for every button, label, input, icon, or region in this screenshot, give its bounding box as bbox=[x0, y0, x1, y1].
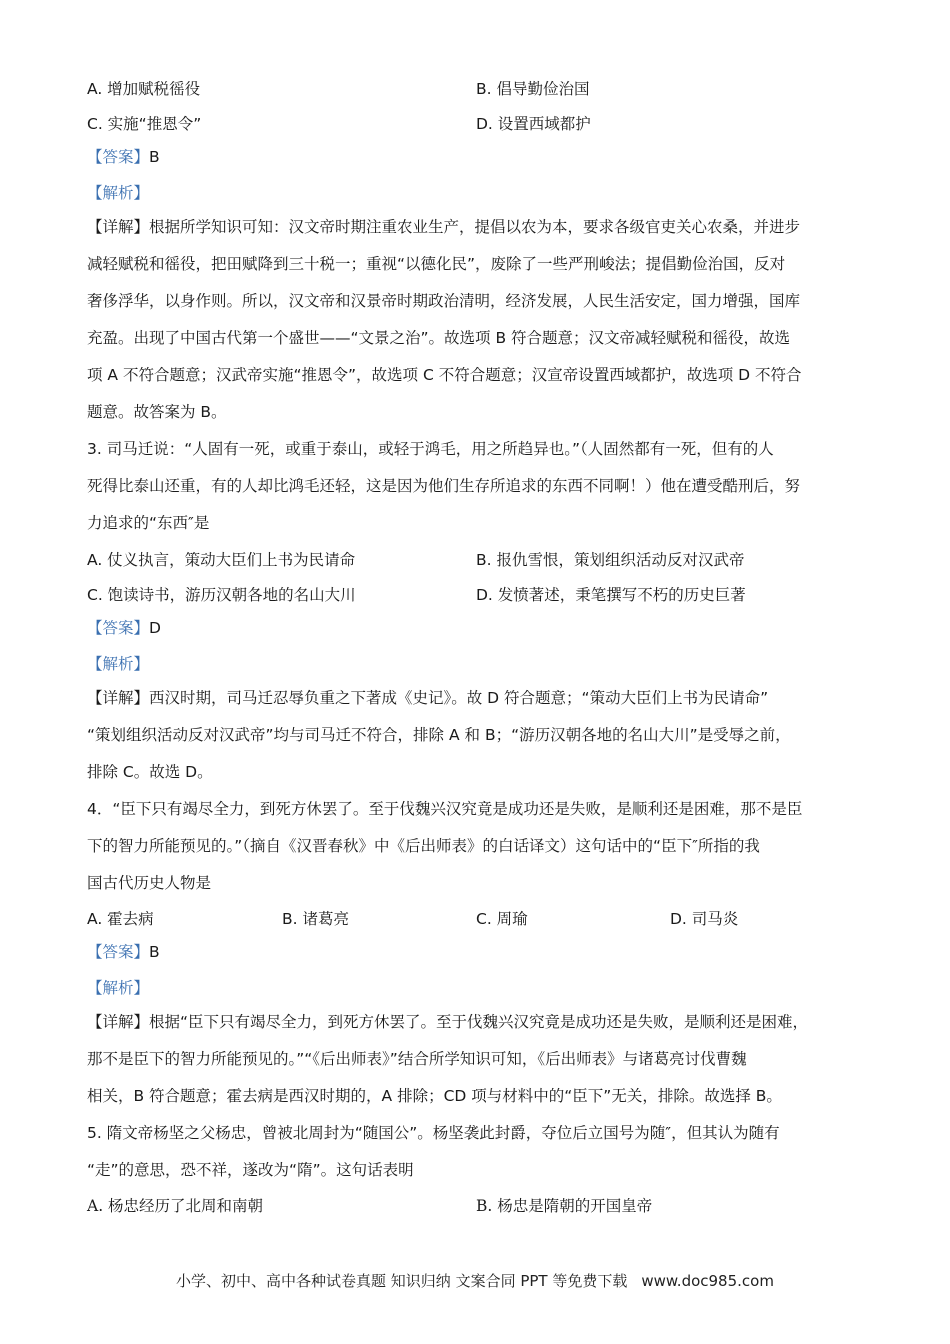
stem-line: 5. 隋文帝杨坚之父杨忠，曾被北周封为“随国公”。杨坚袭此封爵，夺位后立国号为随″，但其认为随有 bbox=[87, 1124, 780, 1142]
q4-answer bbox=[87, 942, 877, 962]
detail-line: “策划组织活动反对汉武帝”均与司马迁不符合，排除 A 和 B；“游历汉朝各地的名山大川”是受辱之前， bbox=[87, 726, 791, 744]
answer-tag: 【答案】 bbox=[87, 148, 150, 166]
detail-line: 【详解】西汉时期，司马迁忍辱负重之下著成《史记》。故 D 符合题意；“策动大臣们上书为民请命” bbox=[87, 689, 769, 707]
q4-option-a: A. 霍去病 bbox=[87, 910, 154, 928]
stem-line: 4．“臣下只有竭尽全力，到死方休罢了。至于伐魏兴汉究竟是成功还是失败，是顺利还是困难，那不是臣 bbox=[87, 800, 803, 818]
q3-stem bbox=[87, 431, 877, 542]
answer-tag: 【答案】 bbox=[87, 943, 150, 961]
answer-value: D bbox=[149, 619, 161, 637]
detail-line: 排除 C。故选 D。 bbox=[87, 763, 213, 781]
detail-line: 【详解】根据“臣下只有竭尽全力，到死方休罢了。至于伐魏兴汉究竟是成功还是失败，是顺利还是困难， bbox=[87, 1013, 809, 1031]
q4-option-d: D. 司马炎 bbox=[670, 910, 739, 928]
stem-line: 力追求的“东西″是 bbox=[87, 514, 210, 532]
q3-option-b: B. 报仇雪恨，策划组织活动反对汉武帝 bbox=[476, 551, 745, 569]
q2-option-b: B. 倡导勤俭治国 bbox=[476, 80, 590, 98]
detail-line: 那不是臣下的智力所能预见的。”“《后出师表》”结合所学知识可知，《后出师表》与诸葛亮讨伐曹魏 bbox=[87, 1050, 747, 1068]
q3-detail bbox=[87, 680, 877, 791]
q5-stem bbox=[87, 1115, 877, 1189]
footer-link[interactable]: www.doc985.com bbox=[641, 1272, 774, 1290]
q2-option-c: C. 实施“推恩令” bbox=[87, 115, 202, 133]
q3-answer bbox=[87, 618, 877, 638]
stem-line: “走”的意思，恐不祥，遂改为“隋”。这句话表明 bbox=[87, 1161, 414, 1179]
q5-option-a: A. 杨忠经历了北周和南朝 bbox=[87, 1197, 264, 1215]
q3-option-d: D. 发愤著述，秉笔撰写不朽的历史巨著 bbox=[476, 586, 746, 604]
page-footer bbox=[0, 1270, 950, 1291]
footer-text: 小学、初中、高中各种试卷真题 知识归纳 文案合同 PPT 等免费下载 bbox=[176, 1272, 628, 1290]
detail-line: 奢侈浮华，以身作则。所以，汉文帝和汉景帝时期政治清明，经济发展，人民生活安定，国力增强，国库 bbox=[87, 292, 801, 310]
q3-option-c: C. 饱读诗书，游历汉朝各地的名山大川 bbox=[87, 586, 356, 604]
detail-line: 【详解】根据所学知识可知：汉文帝时期注重农业生产，提倡以农为本，要求各级官吏关心农桑，并进步 bbox=[87, 218, 801, 236]
q2-detail bbox=[87, 209, 877, 431]
answer-value: B bbox=[149, 148, 160, 166]
answer-tag: 【答案】 bbox=[87, 619, 150, 637]
q2-option-a: A. 增加赋税徭役 bbox=[87, 80, 201, 98]
q4-stem bbox=[87, 791, 877, 902]
q5-option-b: B. 杨忠是隋朝的开国皇帝 bbox=[476, 1197, 653, 1215]
q4-analysis-tag: 【解析】 bbox=[87, 979, 150, 997]
stem-line: 死得比泰山还重，有的人却比鸿毛还轻，这是因为他们生存所追求的东西不同啊！）他在遭受酷刑后，努 bbox=[87, 477, 801, 495]
q2-analysis-tag: 【解析】 bbox=[87, 184, 150, 202]
detail-line: 项 A 不符合题意；汉武帝实施“推恩令”，故选项 C 不符合题意；汉宣帝设置西域都护，故选项 D 不符合 bbox=[87, 366, 802, 384]
stem-line: 3. 司马迁说：“人固有一死，或重于泰山，或轻于鸿毛，用之所趋异也。”（人固然都有一死，但有的人 bbox=[87, 440, 774, 458]
detail-line: 减轻赋税和徭役，把田赋降到三十税一；重视“以德化民”，废除了一些严刑峻法；提倡勤俭治国，反对 bbox=[87, 255, 786, 273]
detail-line: 充盈。出现了中国古代第一个盛世——“文景之治”。故选项 B 符合题意；汉文帝减轻赋税和徭役，故选 bbox=[87, 329, 791, 347]
q2-option-d: D. 设置西域都护 bbox=[476, 115, 591, 133]
q2-answer bbox=[87, 147, 877, 167]
detail-line: 相关，B 符合题意；霍去病是西汉时期的，A 排除；CD 项与材料中的“臣下”无关，排除。故选择 B。 bbox=[87, 1087, 782, 1105]
answer-value: B bbox=[149, 943, 160, 961]
stem-line: 国古代历史人物是 bbox=[87, 874, 212, 892]
detail-line: 题意。故答案为 B。 bbox=[87, 403, 227, 421]
q3-analysis-tag: 【解析】 bbox=[87, 655, 150, 673]
q4-detail bbox=[87, 1004, 877, 1115]
q4-option-c: C. 周瑜 bbox=[476, 910, 528, 928]
stem-line: 下的智力所能预见的。”（摘自《汉晋春秋》中《后出师表》的白话译文）这句话中的“臣下″所指的我 bbox=[87, 837, 760, 855]
q3-option-a: A. 仗义执言，策动大臣们上书为民请命 bbox=[87, 551, 356, 569]
q4-option-b: B. 诸葛亮 bbox=[282, 910, 349, 928]
